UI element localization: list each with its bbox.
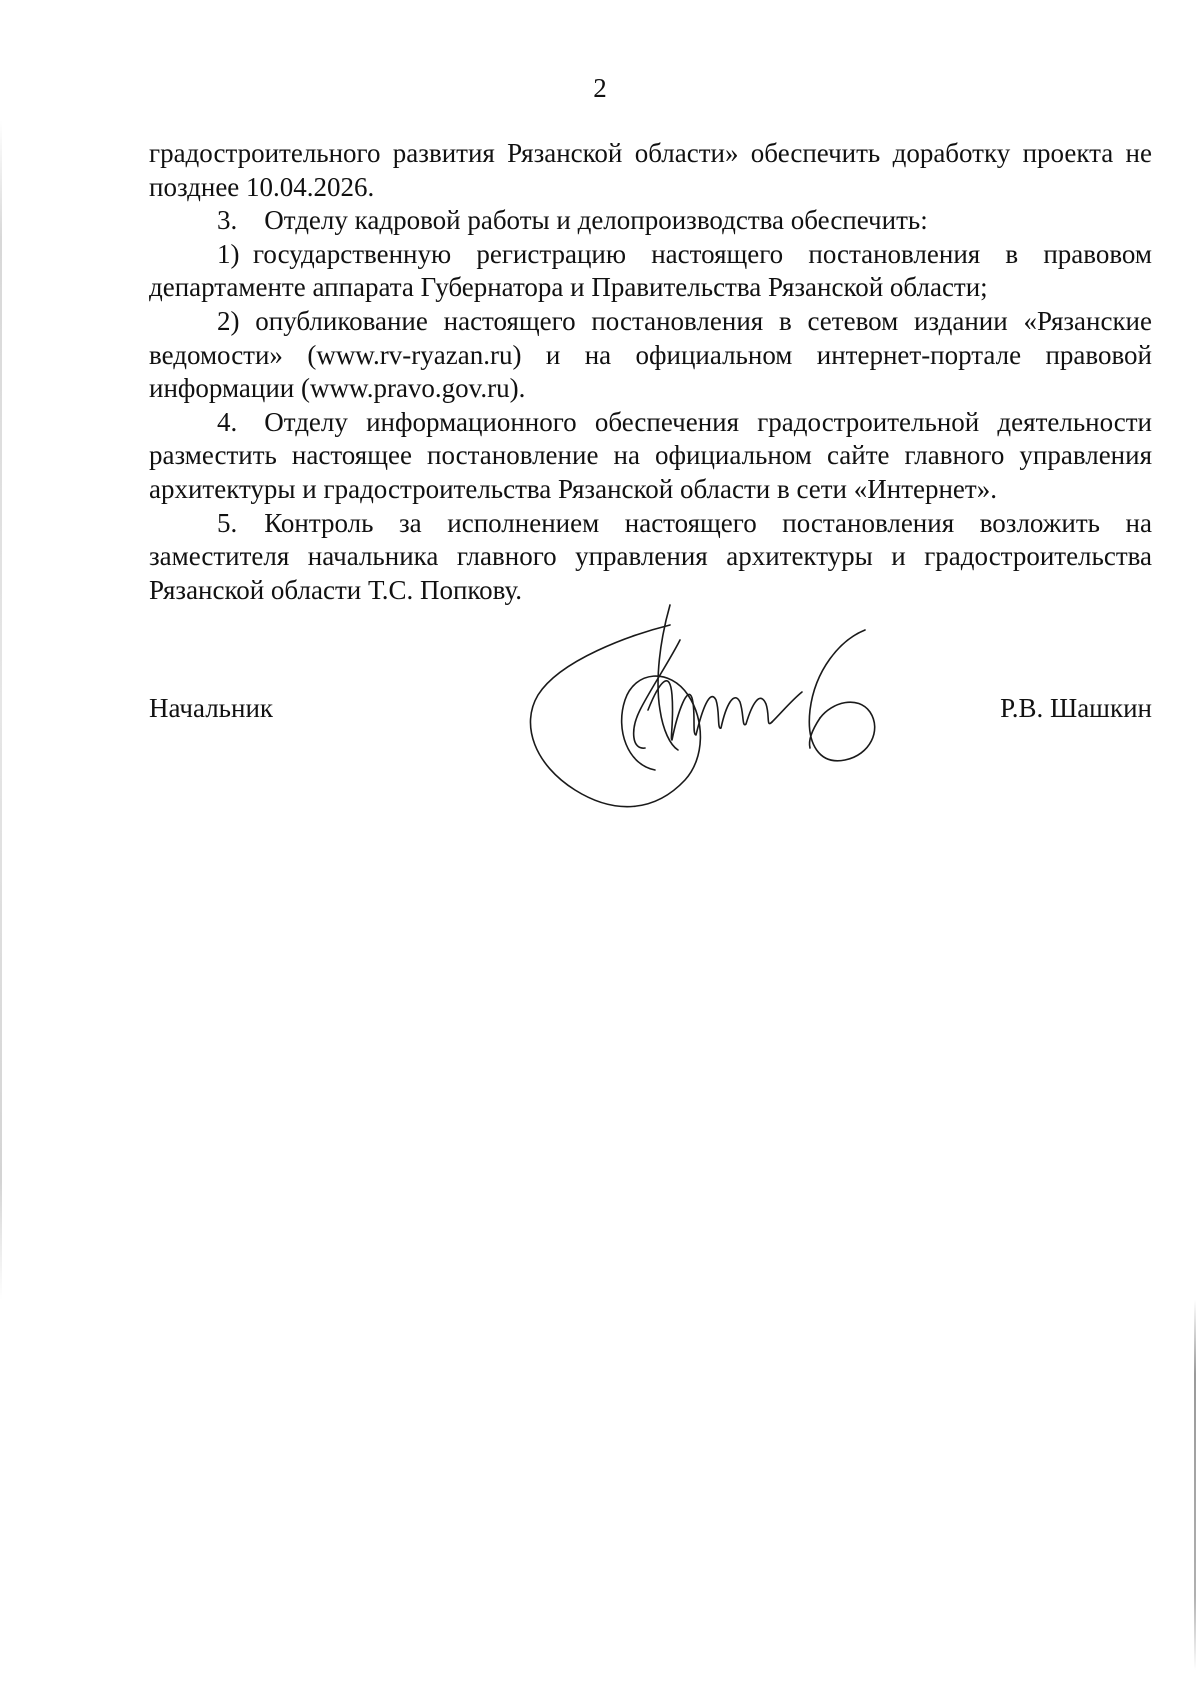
- paragraph-item-5: 5. Контроль за исполнением настоящего постановления возложить на заместителя начальника главного управления архитектуры и градостроительства Рязанской области Т.С. Попкову.: [149, 507, 1152, 605]
- signer-position: Начальник: [149, 693, 274, 723]
- paragraph-item-4: 4. Отделу информационного обеспечения градостроительной деятельности разместить настоящее постановление на официальном сайте главного управления архитектуры и градостроительства Рязанской области в сети «Интернет».: [149, 406, 1152, 504]
- paragraph-continuation: градостроительного развития Рязанской области» обеспечить доработку проекта не позднее 10.04.2026.: [149, 138, 1152, 202]
- scan-edge-left: [0, 120, 2, 1300]
- paragraph-item-3-2: 2) опубликование настоящего постановления в сетевом издании «Рязанские ведомости» (www.rv-ryazan.ru) и на официальном интернет-портале правовой информации (www.pravo.gov.ru).: [149, 305, 1152, 404]
- paragraph-item-3: 3. Отделу кадровой работы и делопроизводства обеспечить:: [217, 205, 928, 236]
- paragraph-item-3-1: 1) государственную регистрацию настоящего постановления в правовом департаменте аппарата Губернатора и Правительства Рязанской области;: [149, 238, 1152, 303]
- scan-edge-right: [1194, 1300, 1196, 1670]
- signature-block: [149, 692, 1152, 732]
- signer-name: Р.В. Шашкин: [1000, 693, 1152, 723]
- document-body: [149, 137, 1152, 607]
- page-number: 2: [593, 73, 607, 103]
